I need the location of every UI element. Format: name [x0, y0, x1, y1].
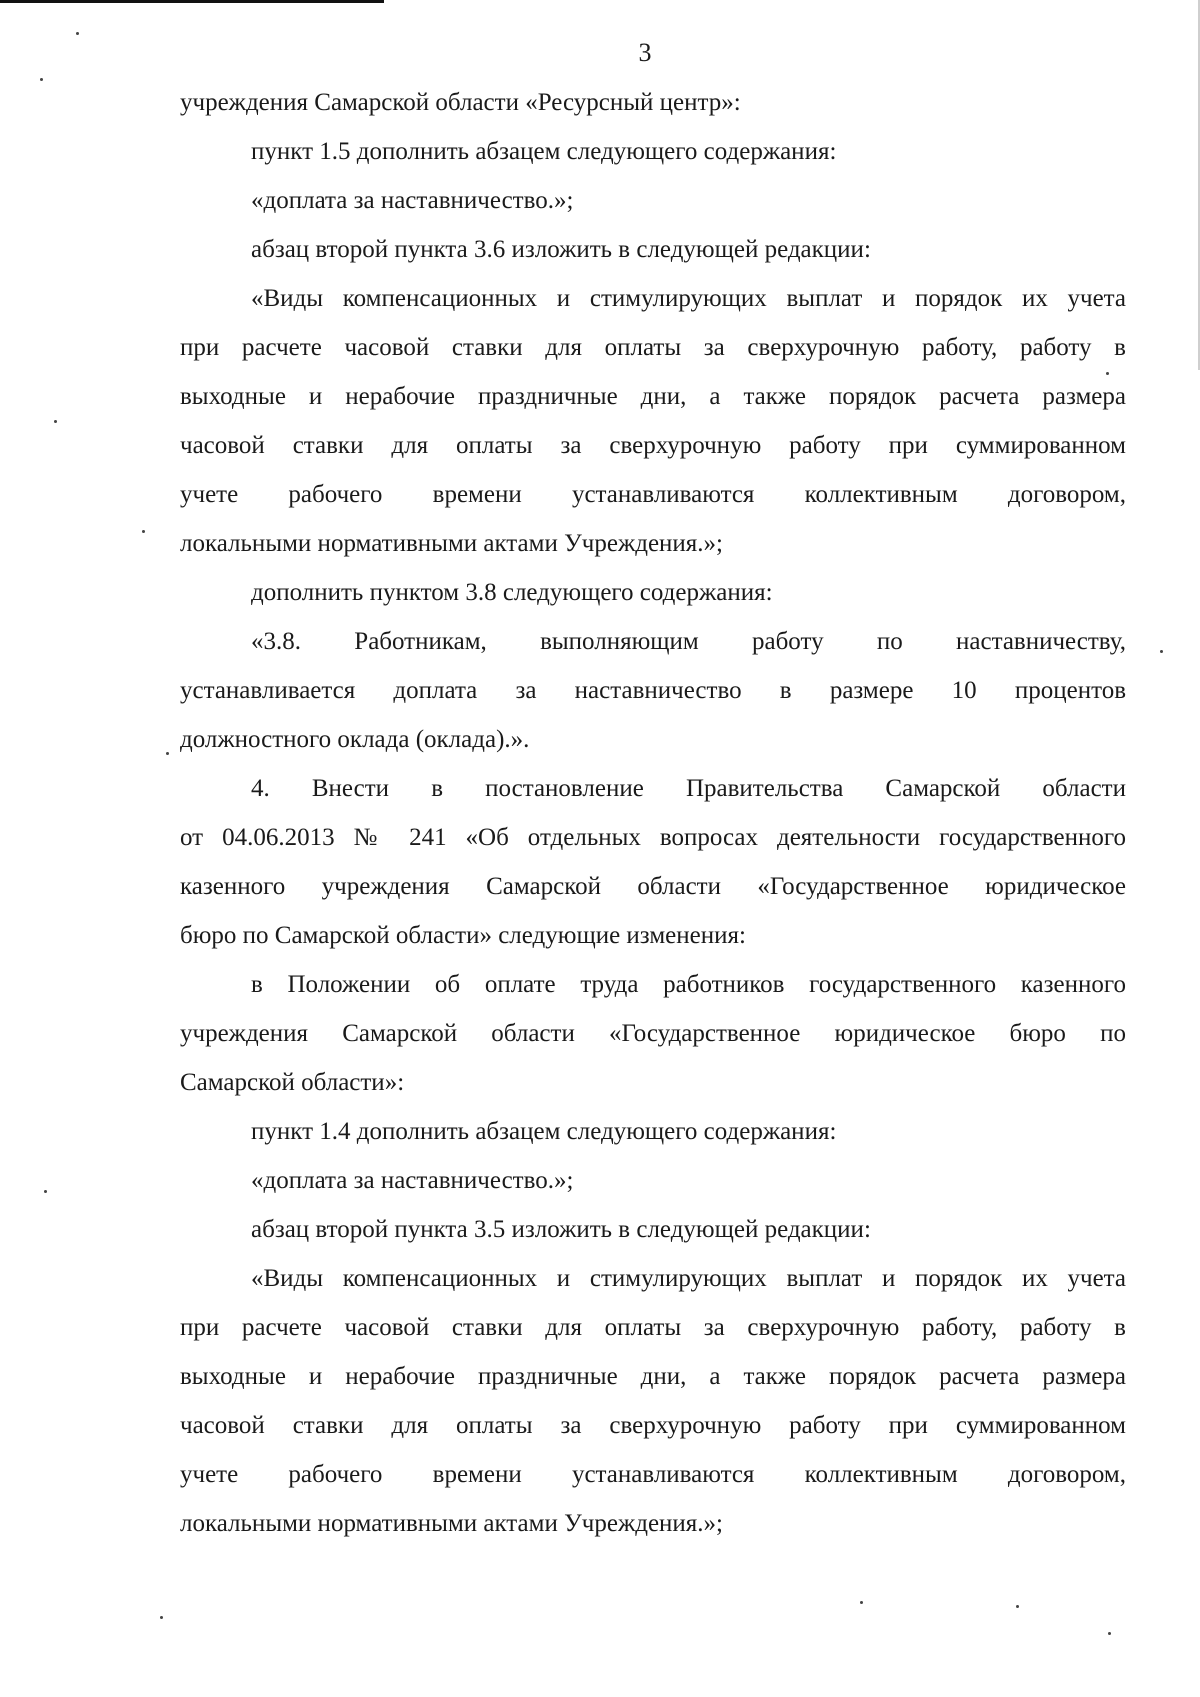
text-line: учреждения Самарской области «Государственное юридическое бюро по [180, 1020, 1126, 1047]
text-line: выходные и нерабочие праздничные дни, а также порядок расчета размера [180, 1363, 1126, 1390]
scan-speck [1108, 1632, 1111, 1635]
text-line: Самарской области»: [180, 1069, 405, 1096]
text-line: выходные и нерабочие праздничные дни, а также порядок расчета размера [180, 383, 1126, 410]
text-line: пункт 1.5 дополнить абзацем следующего содержания: [251, 138, 837, 165]
scan-speck [76, 32, 79, 35]
text-line: должностного оклада (оклада).». [180, 726, 530, 753]
text-line: «3.8. Работникам, выполняющим работу по наставничеству, [251, 628, 1126, 655]
scan-speck [40, 78, 43, 81]
text-line: от 04.06.2013 № 241 «Об отдельных вопросах деятельности государственного [180, 824, 1126, 851]
scan-speck [160, 1616, 163, 1619]
scan-speck [1106, 372, 1109, 375]
text-line: бюро по Самарской области» следующие изменения: [180, 922, 746, 949]
text-line: пункт 1.4 дополнить абзацем следующего содержания: [251, 1118, 837, 1145]
text-line: часовой ставки для оплаты за сверхурочную работу при суммированном [180, 1412, 1126, 1439]
text-line: абзац второй пункта 3.6 изложить в следующей редакции: [251, 236, 871, 263]
text-line: абзац второй пункта 3.5 изложить в следующей редакции: [251, 1216, 871, 1243]
text-line: казенного учреждения Самарской области «Государственное юридическое [180, 873, 1126, 900]
text-line: часовой ставки для оплаты за сверхурочную работу при суммированном [180, 432, 1126, 459]
scan-speck [166, 752, 169, 755]
scan-speck [1016, 1605, 1019, 1608]
text-line: локальными нормативными актами Учреждения.»; [180, 1510, 723, 1537]
text-line: 4. Внести в постановление Правительства Самарской области [251, 775, 1126, 802]
scan-speck [860, 1601, 863, 1604]
text-line: учете рабочего времени устанавливаются коллективным договором, [180, 1461, 1126, 1488]
text-line: в Положении об оплате труда работников государственного казенного [251, 971, 1126, 998]
scan-speck [44, 1190, 47, 1193]
scan-speck [54, 420, 57, 423]
scan-speck [1160, 650, 1163, 653]
text-line: дополнить пунктом 3.8 следующего содержания: [251, 579, 773, 606]
text-line: «Виды компенсационных и стимулирующих выплат и порядок их учета [251, 1265, 1126, 1292]
top-border-rule [0, 0, 384, 3]
text-line: «доплата за наставничество.»; [251, 1167, 574, 1194]
scan-speck [142, 530, 145, 533]
text-line: «доплата за наставничество.»; [251, 187, 574, 214]
text-line: учете рабочего времени устанавливаются коллективным договором, [180, 481, 1126, 508]
page-number: 3 [638, 38, 652, 67]
text-line: «Виды компенсационных и стимулирующих выплат и порядок их учета [251, 285, 1126, 312]
text-line: устанавливается доплата за наставничество в размере 10 процентов [180, 677, 1126, 704]
text-line: учреждения Самарской области «Ресурсный центр»: [180, 89, 741, 116]
text-line: при расчете часовой ставки для оплаты за сверхурочную работу, работу в [180, 334, 1126, 361]
text-line: при расчете часовой ставки для оплаты за сверхурочную работу, работу в [180, 1314, 1126, 1341]
text-line: локальными нормативными актами Учреждения.»; [180, 530, 723, 557]
